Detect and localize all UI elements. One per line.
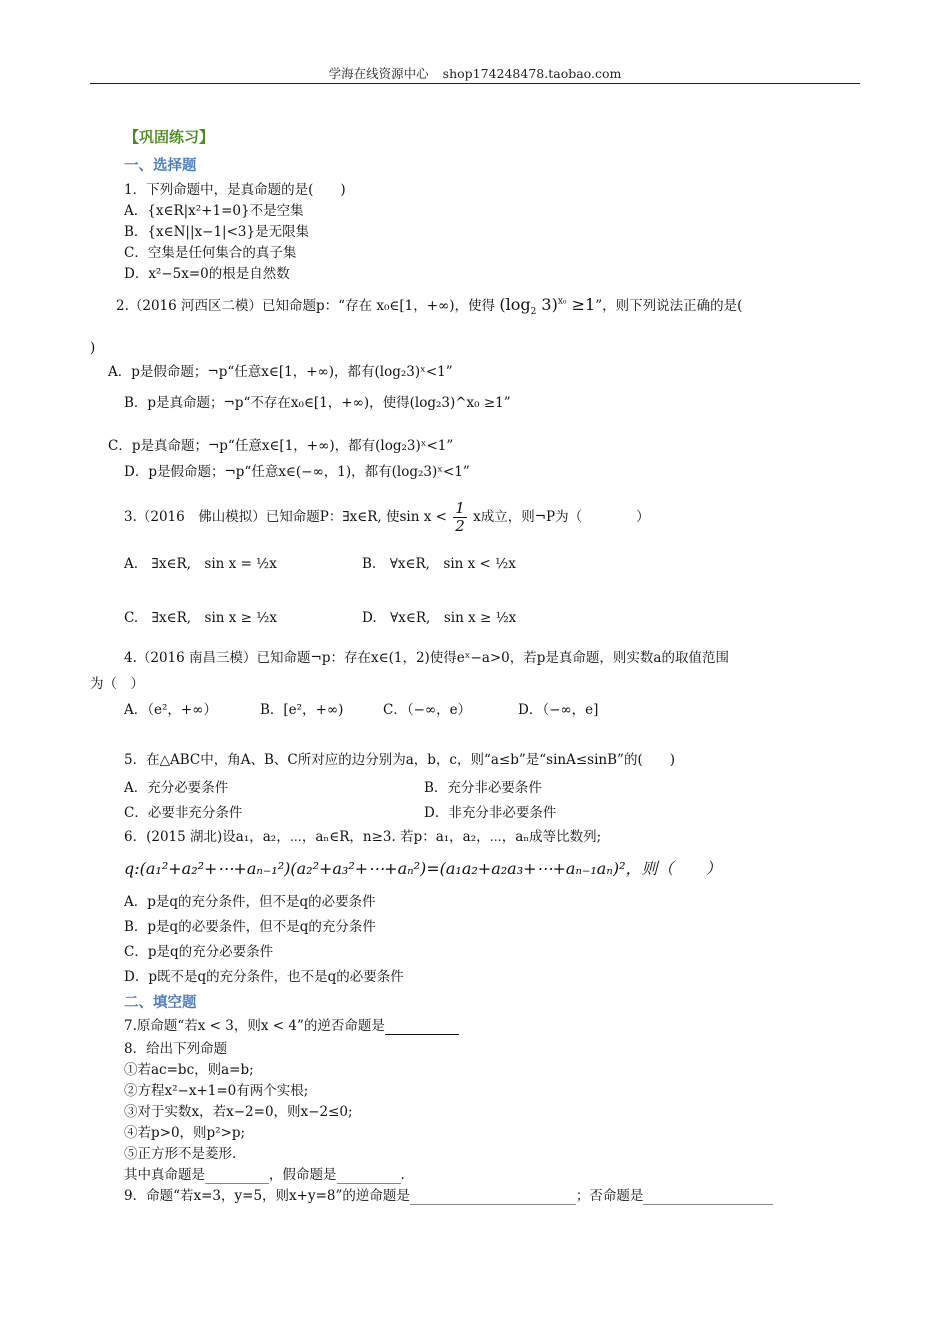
q6-stem: 6．(2015 湖北)设a₁，a₂，⋯，aₙ∈R，n≥3. 若p：a₁，a₂，⋯，aₙ成等比数列; [124, 829, 602, 845]
part2-title: 二、填空题 [124, 994, 197, 1011]
q6-option-d: D．p既不是q的充分条件，也不是q的必要条件 [124, 969, 404, 985]
q2-option-a: A．p是假命题；¬p“任意x∈[1，+∞)，都有(log₂3)ˣ<1” [108, 364, 453, 380]
q8-answer-pre: 其中真命题是 [124, 1167, 205, 1183]
q5-option-a: A．充分必要条件 [124, 780, 229, 796]
q2-stem-post: ”，则下列说法正确的是( [595, 298, 743, 314]
q7-answer-blank[interactable] [385, 1020, 459, 1035]
q9-inverse-blank[interactable] [643, 1190, 773, 1205]
q8-item-2: ②方程x²−x+1=0有两个实根; [124, 1083, 309, 1099]
q2-inline-formula: ($\log_2$ 3)$^{x_0}$ ≥1 [499, 295, 596, 318]
q3-option-b: B. ∀x∈R, sin x < ½x [362, 556, 516, 572]
q1-option-a: A．{x∈R|x²+1=0}不是空集 [124, 203, 304, 219]
q8-item-1: ①若ac=bc，则a=b; [124, 1062, 254, 1078]
q1-stem: 1．下列命题中，是真命题的是( ) [124, 182, 346, 198]
header-rule [90, 83, 860, 84]
q3-stem-pre: 3.（2016 佛山模拟）已知命题P：∃x∈R, 使sin x < [124, 509, 447, 525]
q3-option-c: C. ∃x∈R, sin x ≥ ½x [124, 610, 277, 626]
q6-option-a: A．p是q的充分条件，但不是q的必要条件 [124, 894, 376, 910]
q4-stem-2: 为（ ） [90, 676, 144, 692]
q6-formula: q:(a₁²+a₂²+⋯+aₙ₋₁²)(a₂²+a₃²+⋯+aₙ²)=(a₁a₂+a₂a₃+⋯+aₙ₋₁aₙ)²，则（ ） [124, 859, 722, 878]
q3-stem-post: x成立，则¬P为（ ） [473, 509, 650, 525]
q6-option-b: B．p是q的必要条件，但不是q的充分条件 [124, 919, 376, 935]
q2-option-c: C．p是真命题；¬p“任意x∈[1，+∞)，都有(log₂3)ˣ<1” [108, 438, 454, 454]
q7-text: 7.原命题“若x < 3，则x < 4”的逆否命题是 [124, 1018, 385, 1034]
header-site: 学海在线资源中心 [328, 66, 429, 81]
q3-fraction [453, 500, 467, 535]
q8-answer-line [124, 1166, 405, 1184]
page-header [0, 64, 950, 82]
q8-item-5: ⑤正方形不是菱形. [124, 1146, 237, 1162]
q8-true-blank[interactable] [205, 1169, 269, 1184]
q2-stem-end: ) [90, 340, 96, 356]
q4-option-c: C．（−∞，e） [383, 702, 472, 718]
q1-option-b: B．{x∈N||x−1|<3}是无限集 [124, 224, 310, 240]
q2-option-b: B．p是真命题；¬p“不存在x₀∈[1，+∞)，使得(log₂3)^x₀ ≥1” [124, 395, 511, 411]
q9-text: 9．命题“若x=3，y=5，则x+y=8”的逆命题是 [124, 1188, 410, 1204]
q2-stem [116, 295, 743, 318]
q8-answer-mid: ，假命题是 [269, 1167, 337, 1183]
q4-stem: 4.（2016 南昌三模）已知命题¬p：存在x∈(1，2)使得eˣ−a>0，若p是真命题，则实数a的取值范围 [124, 650, 729, 666]
q8-item-3: ③对于实数x，若x−2=0，则x−2≤0; [124, 1104, 353, 1120]
q3-option-d: D. ∀x∈R, sin x ≥ ½x [362, 610, 517, 626]
part1-title: 一、选择题 [124, 157, 197, 174]
q7-stem [124, 1017, 459, 1035]
q5-option-d: D．非充分非必要条件 [424, 805, 557, 821]
q3-frac-den: 2 [455, 517, 465, 535]
q5-option-c: C．必要非充分条件 [124, 805, 243, 821]
q5-stem: 5．在△ABC中，角A、B、C所对应的边分别为a，b，c，则“a≤b”是“sinA≤sinB”的( ) [124, 752, 675, 768]
q2-stem-pre: 2.（2016 河西区二模）已知命题p：“存在 x₀∈[1，+∞)，使得 [116, 298, 496, 314]
q8-false-blank[interactable] [337, 1169, 401, 1184]
q1-option-c: C．空集是任何集合的真子集 [124, 245, 297, 261]
q6-option-c: C．p是q的充分必要条件 [124, 944, 274, 960]
q3-stem [124, 500, 650, 535]
q4-option-a: A．（e²，+∞） [124, 702, 217, 718]
q8-stem: 8．给出下列命题 [124, 1041, 228, 1057]
q9-mid: ；否命题是 [575, 1188, 644, 1204]
q9-stem [124, 1187, 773, 1205]
header-shop: shop174248478.taobao.com [442, 66, 622, 81]
q2-option-d: D．p是假命题；¬p“任意x∈(−∞，1)，都有(log₂3)ˣ<1” [124, 464, 470, 480]
q9-converse-blank[interactable] [410, 1190, 576, 1205]
q8-answer-end: . [400, 1167, 405, 1183]
q3-frac-num: 1 [455, 499, 465, 517]
q5-option-b: B．充分非必要条件 [424, 780, 542, 796]
q3-option-a: A. ∃x∈R, sin x = ½x [124, 556, 277, 572]
q8-item-4: ④若p>0，则p²>p; [124, 1125, 246, 1141]
q4-option-d: D．（−∞，e] [518, 702, 599, 718]
section-title: 【巩固练习】 [124, 128, 215, 146]
q4-option-b: B．[e²，+∞) [260, 702, 344, 718]
q1-option-d: D．x²−5x=0的根是自然数 [124, 266, 290, 282]
